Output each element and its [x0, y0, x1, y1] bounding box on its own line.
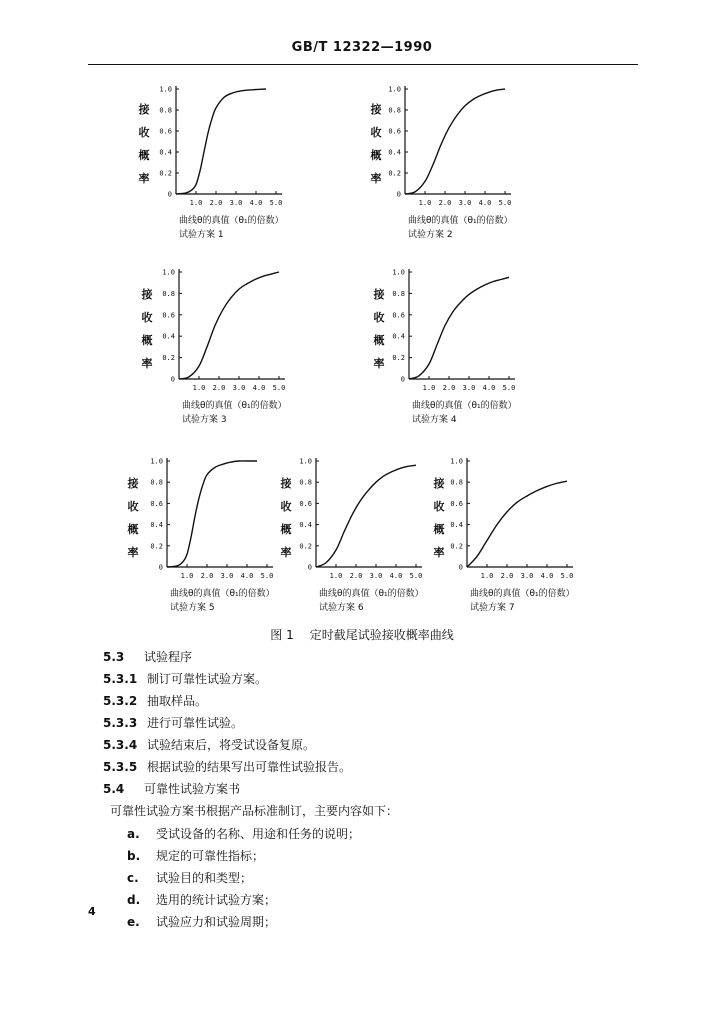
y-tick-label: 0	[307, 563, 312, 572]
x-axis-label: 曲线θ的真值（θ₁的倍数）	[470, 589, 575, 599]
section-text: 可靠性试验方案书	[144, 782, 241, 796]
x-axis-label: 曲线θ的真值（θ₁的倍数）	[182, 401, 287, 411]
x-tick-label: 1.0	[180, 572, 194, 580]
y-tick-label: 0.6	[388, 127, 401, 136]
y-tick-label: 0.2	[450, 542, 463, 551]
section-5-3-1	[103, 670, 267, 687]
y-tick-label: 0	[158, 563, 163, 572]
x-tick-label: 3.0	[462, 384, 476, 392]
x-tick-label: 2.0	[212, 384, 226, 392]
x-axis-label: 曲线θ的真值（θ₁的倍数）	[170, 589, 275, 599]
y-tick-label: 0.2	[299, 542, 312, 551]
x-tick-label: 5.0	[409, 572, 423, 580]
page-number: 4	[88, 905, 96, 918]
item-label: d.	[127, 893, 141, 907]
y-tick-label: 0.8	[159, 106, 172, 115]
y-tick-label: 0.8	[450, 478, 463, 487]
item-text: 试验应力和试验周期；	[156, 915, 277, 929]
x-tick-label: 3.0	[229, 199, 243, 207]
item-text: 规定的可靠性指标；	[156, 849, 265, 863]
x-axis-label: 曲线θ的真值（θ₁的倍数）	[319, 589, 424, 599]
x-tick-label: 4.0	[252, 384, 266, 392]
y-axis-label-char: 接	[280, 477, 292, 490]
y-axis-label-char: 收	[280, 500, 292, 513]
x-tick-label: 1.0	[422, 384, 436, 392]
x-tick-label: 5.0	[560, 572, 574, 580]
x-tick-label: 2.0	[200, 572, 214, 580]
y-tick-label: 0.4	[159, 148, 172, 157]
y-tick-label: 0.2	[392, 354, 405, 363]
x-tick-label: 4.0	[249, 199, 263, 207]
y-axis-label-char: 率	[433, 546, 445, 559]
item-label: a.	[127, 827, 140, 841]
y-axis-label-char: 概	[433, 523, 445, 536]
scheme-label: 试验方案 5	[170, 603, 215, 613]
item-label: c.	[127, 871, 139, 885]
section-5-3-3	[103, 714, 243, 731]
y-axis-label-char: 概	[138, 149, 150, 162]
y-tick-label: 0.8	[299, 478, 312, 487]
y-tick-label: 0.4	[392, 332, 405, 341]
section-number: 5.3.1	[103, 672, 138, 686]
x-tick-label: 2.0	[442, 384, 456, 392]
x-tick-label: 1.0	[192, 384, 206, 392]
x-tick-label: 2.0	[209, 199, 223, 207]
scheme-label: 试验方案 4	[412, 415, 457, 425]
item-text: 受试设备的名称、用途和任务的说明；	[156, 827, 361, 841]
y-axis-label-char: 收	[373, 311, 385, 324]
x-tick-label: 4.0	[240, 572, 254, 580]
figure-number: 图 1	[270, 628, 294, 642]
y-tick-label: 0	[170, 375, 175, 384]
item-label: e.	[127, 915, 140, 929]
y-axis-label-char: 收	[370, 126, 382, 139]
y-tick-label: 0.6	[162, 311, 175, 320]
y-tick-label: 0.4	[162, 332, 175, 341]
figure-title: 定时截尾试验接收概率曲线	[309, 628, 454, 642]
y-tick-label: 0.8	[162, 289, 175, 298]
x-tick-label: 1.0	[418, 199, 432, 207]
section-5-4	[103, 780, 240, 797]
x-tick-label: 4.0	[482, 384, 496, 392]
section-number: 5.3.5	[103, 760, 138, 774]
y-axis-label-char: 率	[127, 546, 139, 559]
list-item-c	[127, 869, 252, 886]
y-axis-label-char: 率	[373, 357, 385, 370]
y-axis-label-char: 接	[373, 288, 385, 301]
x-tick-label: 5.0	[269, 199, 283, 207]
paragraph-intro: 可靠性试验方案书根据产品标准制订，主要内容如下：	[110, 804, 399, 818]
section-text: 试验结束后，将受试设备复原。	[147, 738, 316, 752]
y-tick-label: 0	[396, 190, 401, 199]
section-number: 5.4	[103, 782, 125, 796]
x-axis-label: 曲线θ的真值（θ₁的倍数）	[408, 216, 513, 226]
y-axis-label	[432, 472, 446, 564]
list-item-a	[127, 825, 360, 842]
y-tick-label: 1.0	[299, 457, 312, 466]
y-tick-label: 1.0	[162, 268, 175, 277]
y-tick-label: 1.0	[392, 268, 405, 277]
section-5-3	[103, 648, 192, 665]
section-text: 进行可靠性试验。	[147, 716, 244, 730]
y-tick-label: 1.0	[150, 457, 163, 466]
y-tick-label: 0	[458, 563, 463, 572]
y-tick-label: 0.8	[388, 106, 401, 115]
y-axis-label-char: 概	[373, 334, 385, 347]
item-label: b.	[127, 849, 141, 863]
x-tick-label: 2.0	[438, 199, 452, 207]
y-axis-label-char: 概	[280, 523, 292, 536]
x-tick-label: 1.0	[480, 572, 494, 580]
y-tick-label: 0.2	[388, 169, 401, 178]
y-axis-label-char: 收	[138, 126, 150, 139]
y-axis-label-char: 率	[141, 357, 153, 370]
scheme-label: 试验方案 3	[182, 415, 227, 425]
y-axis-label-char: 收	[141, 311, 153, 324]
y-tick-label: 0.2	[150, 542, 163, 551]
y-tick-label: 0.6	[150, 499, 163, 508]
y-axis-label-char: 接	[138, 103, 150, 116]
figure-caption	[0, 626, 724, 643]
y-axis-label-char: 率	[138, 172, 150, 185]
y-tick-label: 1.0	[388, 85, 401, 94]
x-tick-label: 4.0	[540, 572, 554, 580]
section-number: 5.3	[103, 650, 125, 664]
y-axis-label-char: 收	[127, 500, 139, 513]
y-tick-label: 0.6	[299, 499, 312, 508]
scheme-label: 试验方案 7	[470, 603, 515, 613]
oc-curve	[467, 481, 567, 567]
x-tick-label: 3.0	[458, 199, 472, 207]
section-number: 5.3.3	[103, 716, 138, 730]
x-tick-label: 2.0	[500, 572, 514, 580]
item-text: 试验目的和类型；	[156, 871, 253, 885]
y-tick-label: 0.8	[392, 289, 405, 298]
y-tick-label: 0.6	[450, 499, 463, 508]
list-item-b	[127, 847, 264, 864]
y-tick-label: 0.4	[388, 148, 401, 157]
y-tick-label: 1.0	[450, 457, 463, 466]
y-axis-label-char: 接	[370, 103, 382, 116]
y-tick-label: 1.0	[159, 85, 172, 94]
y-axis-label-char: 概	[141, 334, 153, 347]
y-axis-label-char: 接	[141, 288, 153, 301]
scheme-label: 试验方案 6	[319, 603, 364, 613]
y-tick-label: 0	[167, 190, 172, 199]
x-tick-label: 1.0	[329, 572, 343, 580]
x-axis-label: 曲线θ的真值（θ₁的倍数）	[179, 216, 284, 226]
y-axis-label-char: 收	[433, 500, 445, 513]
x-tick-label: 3.0	[369, 572, 383, 580]
y-tick-label: 0.6	[392, 311, 405, 320]
y-tick-label: 0.2	[159, 169, 172, 178]
page-header: GB/T 12322—1990	[291, 40, 433, 55]
x-tick-label: 2.0	[349, 572, 363, 580]
y-axis-label-char: 概	[370, 149, 382, 162]
y-axis-label-char: 率	[370, 172, 382, 185]
x-tick-label: 4.0	[389, 572, 403, 580]
y-axis-label-char: 接	[127, 477, 139, 490]
x-tick-label: 5.0	[498, 199, 512, 207]
scheme-label: 试验方案 1	[179, 230, 224, 240]
section-5-3-2	[103, 692, 207, 709]
y-tick-label: 0.4	[299, 521, 312, 530]
y-tick-label: 0.8	[150, 478, 163, 487]
section-text: 试验程序	[144, 650, 193, 664]
scheme-label: 试验方案 2	[408, 230, 453, 240]
x-tick-label: 3.0	[520, 572, 534, 580]
x-tick-label: 5.0	[260, 572, 274, 580]
x-axis-label: 曲线θ的真值（θ₁的倍数）	[412, 401, 517, 411]
y-tick-label: 0.4	[150, 521, 163, 530]
x-tick-label: 5.0	[272, 384, 286, 392]
y-tick-label: 0	[400, 375, 405, 384]
x-tick-label: 5.0	[502, 384, 516, 392]
list-item-e	[127, 913, 276, 930]
section-number: 5.3.2	[103, 694, 138, 708]
list-item-d	[127, 891, 276, 908]
section-5-3-4	[103, 736, 315, 753]
section-number: 5.3.4	[103, 738, 138, 752]
section-text: 根据试验的结果写出可靠性试验报告。	[147, 760, 352, 774]
x-tick-label: 3.0	[220, 572, 234, 580]
section-text: 制订可靠性试验方案。	[147, 672, 268, 686]
y-tick-label: 0.6	[159, 127, 172, 136]
y-axis-label-char: 率	[280, 546, 292, 559]
item-text: 选用的统计试验方案；	[156, 893, 277, 907]
section-text: 抽取样品。	[147, 694, 208, 708]
y-axis-label-char: 概	[127, 523, 139, 536]
x-tick-label: 1.0	[189, 199, 203, 207]
y-tick-label: 0.4	[450, 521, 463, 530]
y-tick-label: 0.2	[162, 354, 175, 363]
section-5-3-5	[103, 758, 351, 775]
y-axis-label-char: 接	[433, 477, 445, 490]
x-tick-label: 3.0	[232, 384, 246, 392]
x-tick-label: 4.0	[478, 199, 492, 207]
